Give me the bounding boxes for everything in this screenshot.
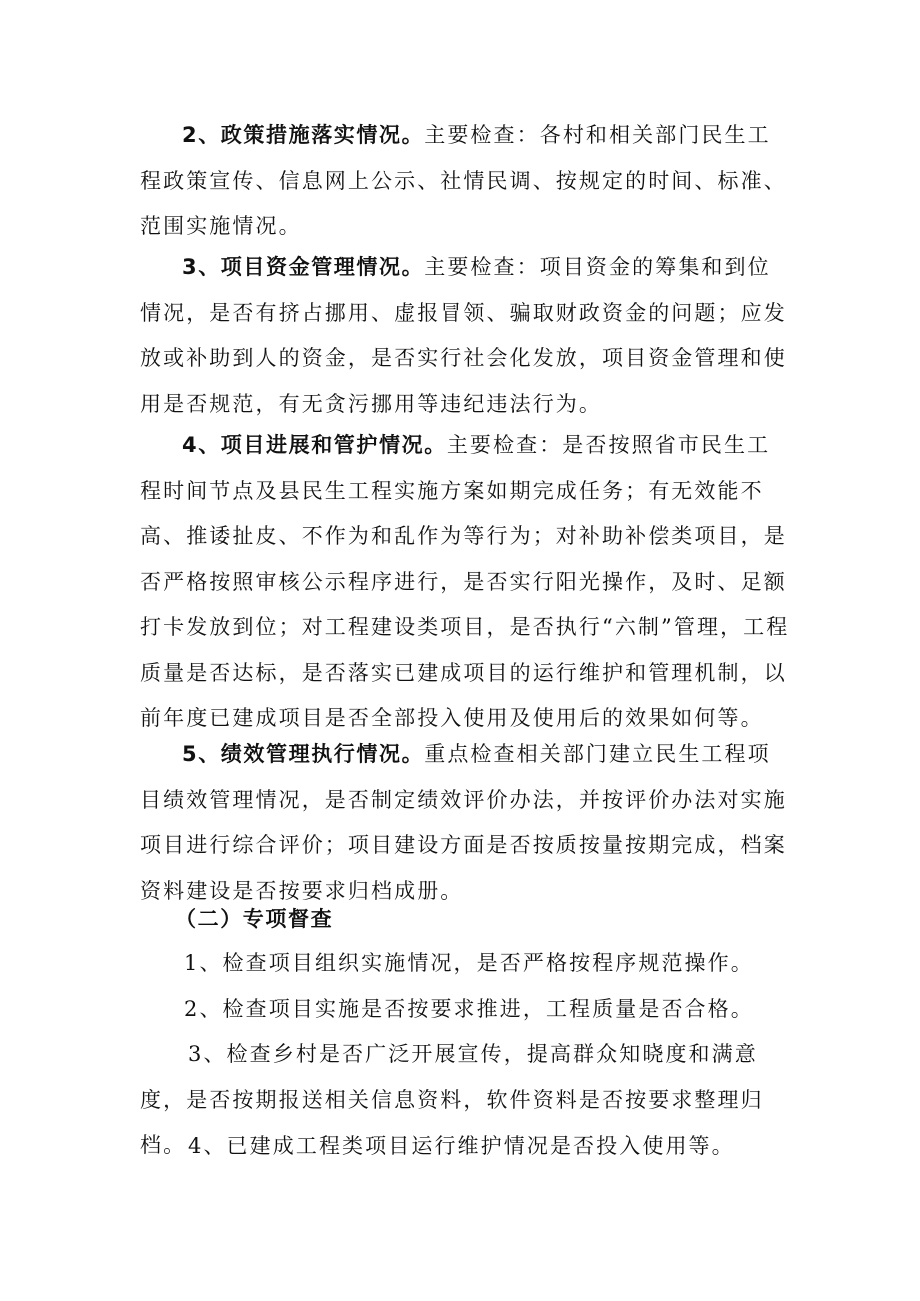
- paragraph-fund-management: [140, 245, 790, 427]
- paragraph-project-progress: [140, 423, 790, 742]
- section-heading-special-inspection: （二）专项督查: [175, 907, 334, 931]
- paragraph-performance-management: [140, 732, 790, 914]
- paragraph-lead: 5、绩效管理执行情况。: [182, 742, 425, 766]
- paragraph-body: 主要检查：项目资金的筹集和到位情况，是否有挤占挪用、虚报冒领、骗取财政资金的问题；应发放或补助到人的资金，是否实行社会化发放，项目资金管理和使用是否规范，有无贪污挪用等违纪违法行为。: [140, 255, 787, 416]
- paragraph-lead: 3、项目资金管理情况。: [182, 255, 425, 279]
- paragraph-lead: 4、项目进展和管护情况。: [182, 433, 447, 457]
- paragraph-body: 重点检查相关部门建立民生工程项目绩效管理情况，是否制定绩效评价办法，并按评价办法对实施项目进行综合评价；项目建设方面是否按质按量按期完成，档案资料建设是否按要求归档成册。: [140, 742, 787, 903]
- paragraph-lead: 2、政策措施落实情况。: [182, 123, 425, 147]
- paragraph-body: 主要检查：是否按照省市民生工程时间节点及县民生工程实施方案如期完成任务；有无效能不高、推诿扯皮、不作为和乱作为等行为；对补助补偿类项目，是否严格按照审核公示程序进行，是否实行阳光操作，及时、足额打卡发放到位；对工程建设类项目，是否执行“六制”管理，工程质量是否达标，是否落实已建成项目的运行维护和管理机制，以前年度已建成项目是否全部投入使用及使用后的效果如何等。: [140, 433, 790, 730]
- special-item-2: 2、检查项目实施是否按要求推进，工程质量是否合格。: [184, 997, 754, 1021]
- special-item-1: 1、检查项目组织实施情况，是否严格按程序规范操作。: [184, 951, 754, 975]
- paragraph-policy-measures: [140, 113, 790, 250]
- special-item-4: 4、已建成工程类项目运行维护情况是否投入使用等。: [188, 1134, 735, 1158]
- special-item-3: 3、检查乡村是否广泛开展宣传，提高群众知晓度和满意度，是否按期报送相关信息资料，软件资料是否按要求整理归档。: [140, 1042, 764, 1157]
- paragraph-body: 主要检查：各村和相关部门民生工程政策宣传、信息网上公示、社情民调、按规定的时间、标准、范围实施情况。: [140, 123, 787, 238]
